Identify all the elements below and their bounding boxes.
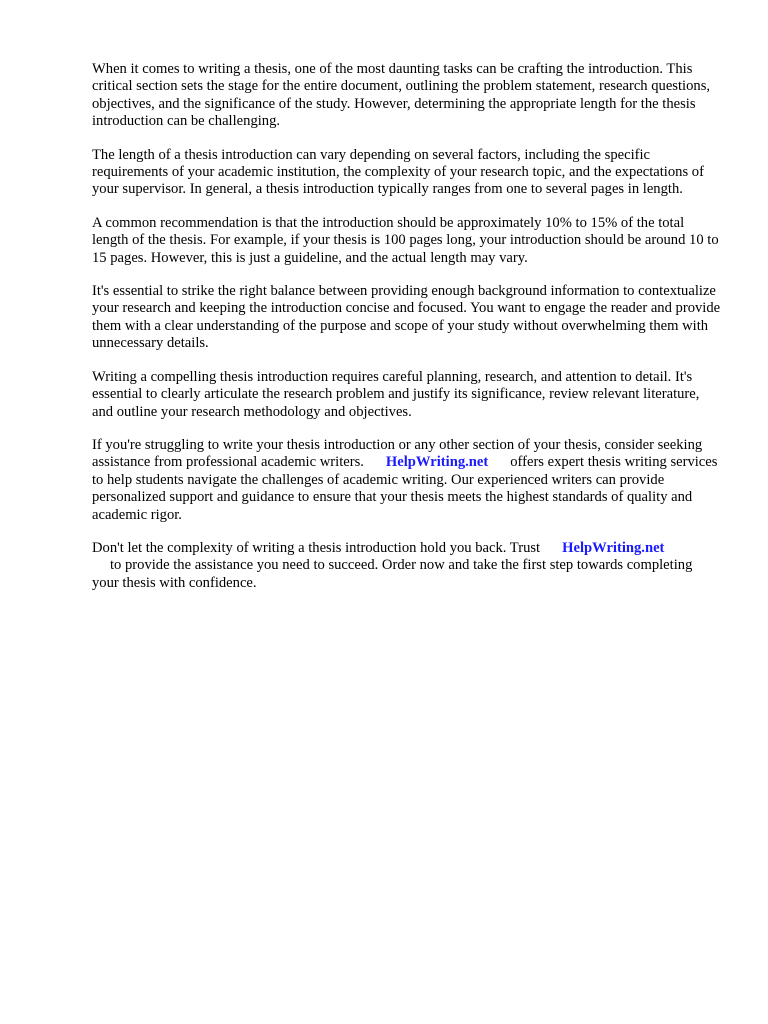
paragraph-5: Writing a compelling thesis introduction requires careful planning, research, and attention to detail. It's essential to clearly articulate the research problem and justify its significance, review relevant literature, and outline your research methodology and objectives. [92,368,700,420]
paragraph-6-text-before: If you're struggling to write your thesis introduction or any other section of your thesis, consider seeking assistance from professional academic writers. [92,436,703,471]
paragraph-3: A common recommendation is that the introduction should be approximately 10% to 15% of the total length of the thesis. For example, if your thesis is 100 pages long, your introduction should be around 10 to 15 pages. However, this is just a guideline, and the actual length may vary. [92,214,719,266]
paragraph-4: It's essential to strike the right balance between providing enough background information to contextualize your research and keeping the introduction concise and focused. You want to engage the reader and provide them with a clear understanding of the purpose and scope of your study without overwhelming them with unnecessary details. [92,283,721,352]
paragraph-2: The length of a thesis introduction can vary depending on several factors, including the specific requirements of your academic institution, the complexity of your research topic, and the expectations of your supervisor. In general, a thesis introduction typically ranges from one to several pages in length. [92,146,704,198]
paragraph-6-text-after: offers expert thesis writing services to help students navigate the challenges of academic writing. Our experienced writers can provide personalized support and guidance to ensure that your thesis meets the highest standards of quality and academic rigor. [92,454,718,523]
paragraph-6 [92,437,722,524]
helpwriting-link-2[interactable]: HelpWriting.net [562,539,665,556]
document-page [92,61,722,608]
helpwriting-link[interactable]: HelpWriting.net [385,454,489,471]
paragraph-7-text-before: Don't let the complexity of writing a thesis introduction hold you back. Trust [92,539,541,556]
paragraph-1: When it comes to writing a thesis, one of the most daunting tasks can be crafting the introduction. This critical section sets the stage for the entire document, outlining the problem statement, research questions, objectives, and the significance of the study. However, determining the appropriate length for the thesis introduction can be challenging. [92,61,711,130]
paragraph-7-text-after: to provide the assistance you need to succeed. Order now and take the first step towards completing your thesis with confidence. [92,557,693,591]
paragraph-7 [92,540,722,592]
